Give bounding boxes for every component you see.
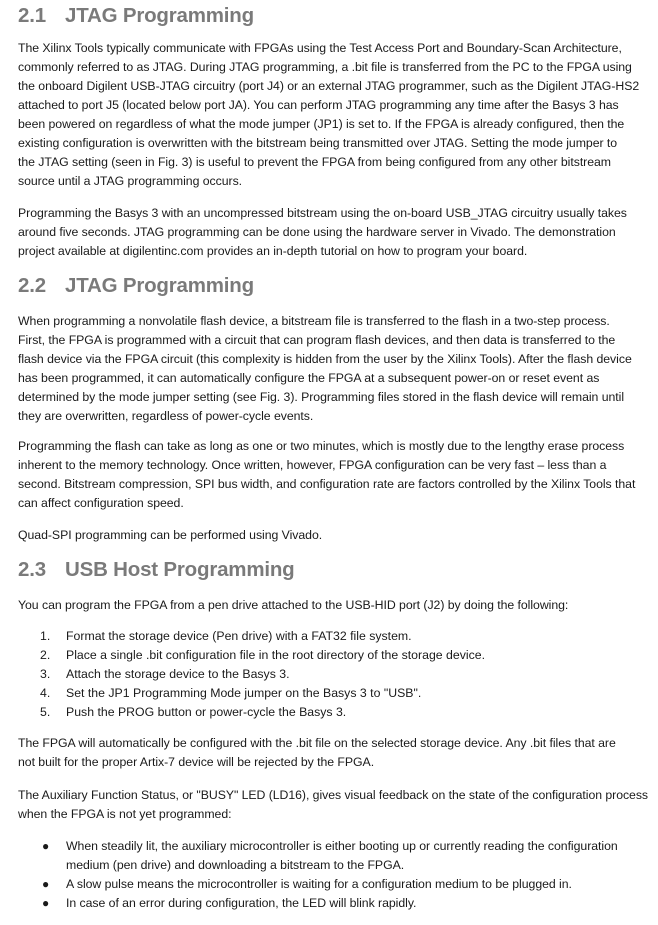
section-title: JTAG Programming: [65, 274, 254, 297]
text-line: around five seconds. JTAG programming can be done using the hardware server in Vivado. The demonstration: [18, 225, 616, 239]
list-item: [40, 665, 485, 684]
text-line: commonly referred to as JTAG. During JTAG programming, a .bit file is transferred from the PC to the FPGA using: [18, 60, 632, 74]
text-line: attached to port J5 (located below port JA). You can perform JTAG programming any time after the Basys 3 has: [18, 98, 619, 112]
text-line: not built for the proper Artix-7 device will be rejected by the FPGA.: [18, 755, 375, 769]
text-line: second. Bitstream compression, SPI bus width, and configuration rate are factors controlled by the Xilinx Tools that: [18, 477, 636, 491]
section-title: USB Host Programming: [65, 558, 295, 581]
list-item: [40, 684, 485, 703]
text-line: the onboard Digilent USB-JTAG circuitry (port J4) or an external JTAG programmer, such as the Digilent JTAG-HS2: [18, 79, 640, 93]
paragraph-2-3-intro: [18, 596, 568, 615]
paragraph-2-1-b: [18, 204, 627, 261]
text-line: Programming the Basys 3 with an uncompressed bitstream using the on-board USB_JTAG circuitry usually takes: [18, 206, 627, 220]
bullet-text: [66, 894, 618, 913]
list-marker: 5.: [40, 705, 51, 719]
text-line: medium (pen drive) and downloading a bitstream to the FPGA.: [66, 858, 405, 872]
list-marker: 1.: [40, 629, 51, 643]
text-line: First, the FPGA is programmed with a circuit that can program flash devices, and then data is transferred to the: [18, 333, 616, 347]
bullet-icon: ●: [42, 896, 50, 910]
paragraph-2-2-a: [18, 312, 632, 426]
text-line: Programming the flash can take as long as one or two minutes, which is mostly due to the lengthy erase process: [18, 439, 625, 453]
list-item-text: Place a single .bit configuration file in the root directory of the storage device.: [66, 648, 486, 662]
list-item: [40, 703, 485, 722]
text-line: When programming a nonvolatile flash device, a bitstream file is transferred to the flash in a two-step process.: [18, 314, 610, 328]
section-heading-2-1: [18, 4, 254, 28]
paragraph-2-1-a: [18, 39, 639, 191]
text-line: the JTAG setting (seen in Fig. 3) is useful to prevent the FPGA from being configured from any other bitstream: [18, 155, 612, 169]
text-line: The Xilinx Tools typically communicate with FPGAs using the Test Access Port and Boundary-Scan Architecture,: [18, 41, 622, 55]
list-item-text: Push the PROG button or power-cycle the Basys 3.: [66, 705, 347, 719]
paragraph-2-2-b: [18, 437, 635, 513]
list-item: [40, 627, 485, 646]
text-line: In case of an error during configuration, the LED will blink rapidly.: [66, 896, 417, 910]
section-title: JTAG Programming: [65, 4, 254, 27]
section-number: 2.2: [18, 274, 46, 297]
bullet-item: [42, 875, 618, 894]
text-line: flash device via the FPGA circuit (this complexity is hidden from the user by the Xilinx Tools). After the flash device: [18, 352, 632, 366]
list-marker: 3.: [40, 667, 51, 681]
text-line: The FPGA will automatically be configured with the .bit file on the selected storage device. Any .bit files that are: [18, 736, 616, 750]
section-heading-2-3: [18, 558, 295, 582]
steps-list: [40, 627, 485, 722]
bullet-icon: ●: [42, 839, 50, 853]
bullet-item: [42, 837, 618, 875]
bullet-item: [42, 894, 618, 913]
paragraph-2-3-a: [18, 734, 616, 772]
list-item-text: Set the JP1 Programming Mode jumper on the Basys 3 to "USB".: [66, 686, 422, 700]
paragraph-2-3-b: [18, 786, 649, 824]
section-number: 2.3: [18, 558, 46, 581]
text-line: When steadily lit, the auxiliary microcontroller is either booting up or currently reading the configuration: [66, 839, 618, 853]
bullet-icon: ●: [42, 877, 50, 891]
bullet-text: [66, 875, 618, 894]
text-line: inherent to the memory technology. Once written, however, FPGA configuration can be very fast – less than a: [18, 458, 607, 472]
text-line: has been programmed, it can automatically configure the FPGA at a subsequent power-on or reset event as: [18, 371, 600, 385]
text-line: they are overwritten, regardless of power-cycle events.: [18, 409, 314, 423]
text-line: source until a JTAG programming occurs.: [18, 174, 243, 188]
section-number: 2.1: [18, 4, 46, 27]
section-heading-2-2: [18, 274, 254, 298]
list-marker: 2.: [40, 648, 51, 662]
text-line: Quad-SPI programming can be performed using Vivado.: [18, 528, 323, 542]
paragraph-2-2-c: [18, 526, 322, 545]
list-marker: 4.: [40, 686, 51, 700]
text-line: A slow pulse means the microcontroller is waiting for a configuration medium to be plugged in.: [66, 877, 572, 891]
list-item-text: Format the storage device (Pen drive) with a FAT32 file system.: [66, 629, 412, 643]
text-line: determined by the mode jumper setting (see Fig. 3). Programming files stored in the flash device will remain until: [18, 390, 625, 404]
text-line: can affect configuration speed.: [18, 496, 184, 510]
text-line: You can program the FPGA from a pen drive attached to the USB-HID port (J2) by doing the following:: [18, 598, 569, 612]
text-line: existing configuration is overwritten with the bitstream being transmitted over JTAG. Setting the mode jumper to: [18, 136, 618, 150]
text-line: project available at digilentinc.com provides an in-depth tutorial on how to program your board.: [18, 244, 528, 258]
bullet-text: [66, 837, 618, 875]
text-line: been powered on regardless of what the mode jumper (JP1) is set to. If the FPGA is already configured, then the: [18, 117, 625, 131]
list-item-text: Attach the storage device to the Basys 3.: [66, 667, 290, 681]
text-line: when the FPGA is not yet programmed:: [18, 807, 232, 821]
status-bullet-list: [42, 837, 618, 913]
list-item: [40, 646, 485, 665]
text-line: The Auxiliary Function Status, or "BUSY" LED (LD16), gives visual feedback on the state of the configuration process: [18, 788, 649, 802]
